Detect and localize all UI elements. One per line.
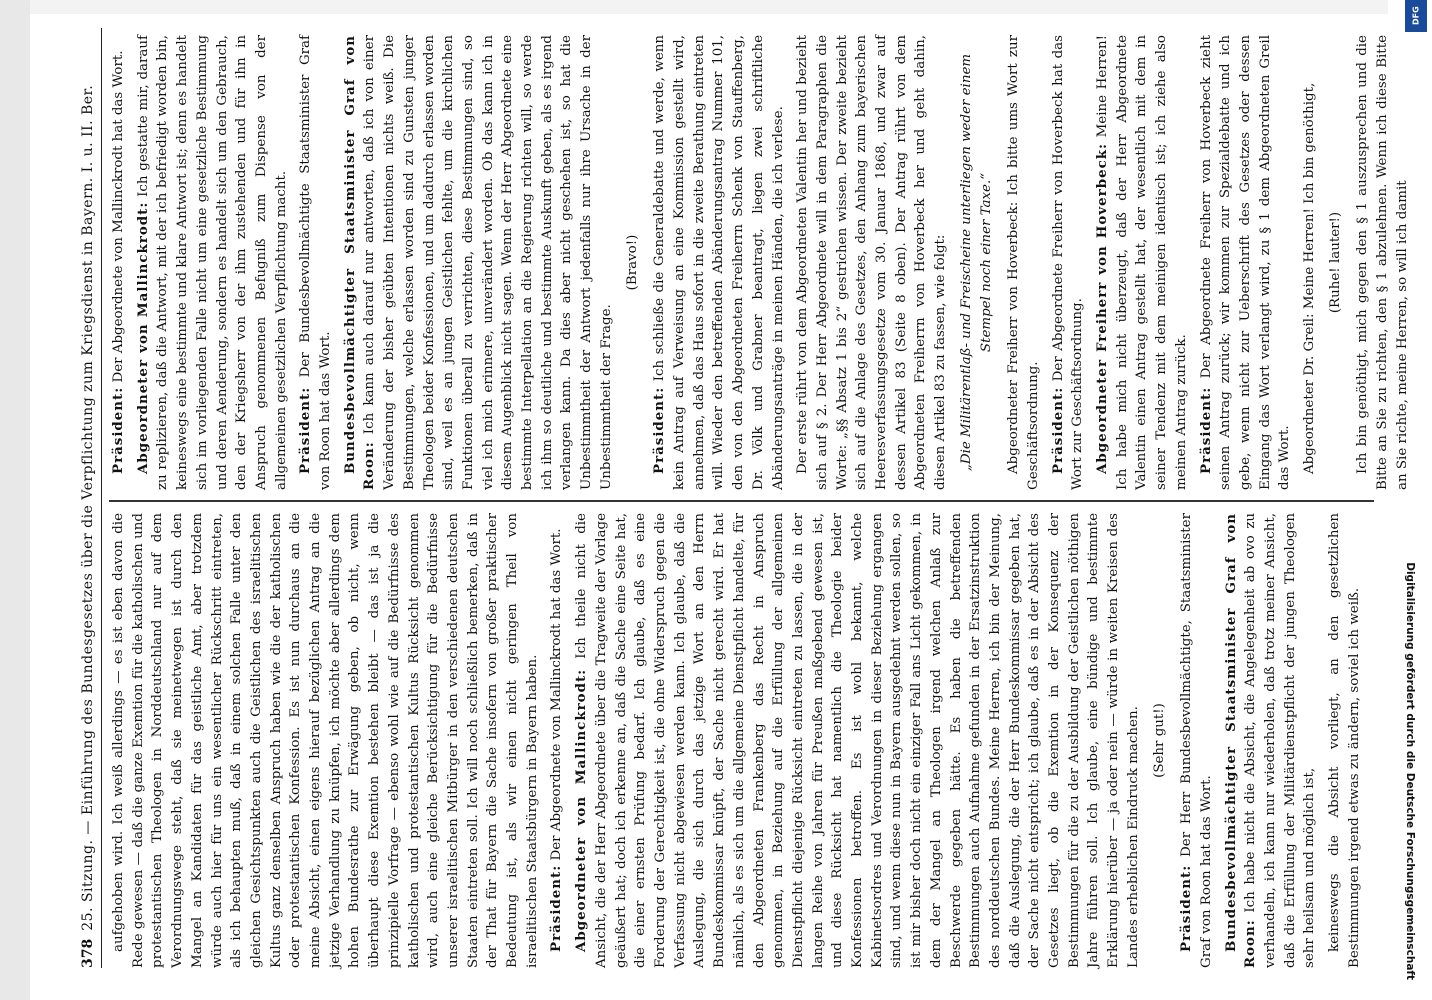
- paragraph: Bundesbevollmächtigter Staatsminister Graf von Roon: Ich habe nicht die Absicht, die Angelegenheit ab ovo zu verhandeln, ich kann nur wiederholen, daß trotz meiner Ansicht, daß die Erfüllung der Militärdienstpflicht der jungen Theologen sehr heilsam und möglich ist,: [1222, 513, 1318, 968]
- speaker-label: Präsident:: [297, 386, 314, 474]
- paragraph: Präsident: Der Abgeordnete Freiherr von Hoverbeck zieht seinen Antrag zurück; wir kommen zur Spezialdebatte und ich gebe, wenn nicht zur Ueberschrift des Gesetzes oder dessen Eingang das Wort verlangt wird, zu § 1 dem Abgeordneten Greil das Wort.: [1197, 35, 1293, 490]
- speaker-label: Abgeordneter Freiherr von Hoverbeck:: [1094, 143, 1111, 474]
- paragraph: Ich bin genöthigt, mich gegen den § 1 auszusprechen und die Bitte an Sie zu richten, den § 1 abzulehnen. Wenn ich diese Bitte an Sie richte, meine Herren, so will ich damit: [1355, 35, 1410, 490]
- paragraph: Bundesbevollmächtigter Staatsminister Graf von Roon: Ich kann auch darauf nur antworten, daß ich von einer Veränderung der bisher geübten Intentionen nichts weiß. Die Bestimmungen, welche erlassen worden sind zu Gunsten junger Theologen beider Konfessionen, und um dadurch erlassen worden sind, weil es an jungen Geistlichen fehlte, um die kirchlichen Funktionen überall zu verrichten, diese Bestimmungen sind, so viel ich mich erinnere, unverändert worden. Ob das kann ich in diesem Augenblick nicht sagen. Wenn der Herr Abgeordnete eine bestimmte Interpellation an die Regierung richten will, so werde ich ihm so deutliche und bestimmte Auskunft geben, als es irgend verlangen kann. Da dies aber nicht geschehen ist, so hat die Unbestimmtheit der Antwort jedenfalls nur ihre Ursache in der Unbestimmtheit der Frage.: [341, 35, 614, 490]
- speaker-label: Präsident:: [110, 386, 126, 474]
- paragraph: Präsident: Der Abgeordnete von Mallinckrodt hat das Wort.: [548, 528, 565, 952]
- speaker-label: Präsident:: [1049, 386, 1066, 474]
- paragraph: Abgeordneter von Mallinckrodt: Ich theile nicht die Ansicht, die der Herr Abgeordnete über die Tragweite der Vorlage geäußert hat; doch ich erkenne an, daß die Sache eine Seite hat, die einer ernsten Prüfung bedarf. Ich glaube, daß es eine Forderung der Gerechtigkeit ist, die ohne Widerspruch gegen die Verfassung nicht abgewiesen werden kann. Ich glaube, daß die Auslegung, die sich durch das jetzige Wort an den Herrn Bundeskommissar knüpft, der Sache nicht gerecht wird. Er hat nämlich, als es sich um die allgemeine Dienstpflicht handelte, für den Abgeordneten Frankenberg das Recht in Anspruch genommen, in Beziehung auf die Erfüllung der allgemeinen Dienstpflicht diejenige Rücksicht eintreten zu lassen, die in der langen Reihe von Jahren für Preußen maßgebend gewesen ist, und diese Rücksicht hat namentlich die Theologie beider Konfessionen betroffen. Es ist wohl bekannt, welche Kabinetsordres und Verordnungen in dieser Beziehung ergangen sind, und wenn diese nun in Bayern ausgedehnt werden sollen, so ist mir bisher doch nicht ein einziger Fall ans Licht gekommen, in dem der Mangel an Theologen irgend welchen Anlaß zur Beschwerde gegeben hätte. Es haben die betreffenden Bestimmungen auch Aufnahme gefunden in der Ersatzinstruktion des norddeutschen Bundes. Meine Herren, ich bin der Meinung, daß die Auslegung, die der Herr Bundeskommissar gegeben hat, der Sache nicht entspricht; ich glaube, daß es in der Absicht des Gesetzes liegt, ob die Exemtion in der Konsequenz der Bestimmungen für die zu der Ausbildung der Geistlichen nöthigen Jahre führen soll. Ich glaube, eine bündige und bestimmte Erklärung hierüber — ja oder nein — würde in weiten Kreisen des Landes erheblichen Eindruck machen.: [573, 513, 1141, 968]
- digitization-footer: [1400, 40, 1420, 980]
- left-column: [109, 513, 1379, 968]
- speaker-label: Präsident:: [1197, 386, 1214, 474]
- speaker-label: Präsident:: [1178, 864, 1195, 952]
- speaker-label: Abgeordneter: [1006, 379, 1022, 474]
- paragraph: Präsident: Der Abgeordnete von Mallinckrodt hat das Wort.: [110, 50, 126, 474]
- paragraph: Abgeordneter Freiherr von Hoverbeck: Ich bitte ums Wort zur Geschäftsordnung.: [1006, 35, 1041, 490]
- document-page: [75, 28, 1410, 968]
- right-column: [109, 35, 1410, 490]
- running-header: [75, 28, 102, 968]
- applause-note: (Bravo!): [624, 234, 640, 291]
- speaker-label: Abgeordneter von Mallinckrodt:: [134, 201, 151, 474]
- applause-note: (Ruhe! lauter!): [1327, 211, 1343, 314]
- dfg-logo-badge: DFG: [1405, 0, 1427, 32]
- column-divider: [109, 501, 1374, 503]
- speaker-label: Präsident:: [651, 386, 668, 474]
- speaker-label: Abgeordneter Dr. Greil:: [1302, 313, 1318, 474]
- paragraph: Präsident: Ich schließe die Generaldebatte und werde, wenn kein Antrag auf Verweisung an eine Kommission gestellt wird, annehmen, daß das Haus sofort in die zweite Berathung eintreten will. Wieder den betreffenden Abänderungsantrag Nummer 101, den von den Abgeordneten Freiherrn Schenk von Stauffenberg, Dr. Völk und Grabner beantragt, liegen zwei schriftliche Abänderungsanträge in meinen Händen, die ich verlese.: [651, 35, 786, 490]
- page-number: 378: [80, 938, 96, 968]
- digitization-note: Digitalisierung gefördert durch die Deutsche Forschungsgemeinschaft: [1404, 562, 1416, 980]
- paragraph: Präsident: Der Herr Bundesbevollmächtigte, Staatsminister Graf von Roon hat das Wort.: [1178, 513, 1214, 968]
- speaker-label: Bundesbevollmächtigter Staatsminister Graf von Roon:: [341, 35, 378, 490]
- speaker-label: Präsident:: [548, 864, 565, 952]
- paragraph: aufgehoben wird. Ich weiß allerdings — es ist eben davon die Rede gewesen — daß die ganze Exemtion für die katholischen und protestantischen Theologen in Norddeutschland nur auf dem Verordnungswege steht, daß sie meinetwegen ist durch den Mangel an Kandidaten für das geistliche Amt, aber trotzdem würde auch hier für uns ein wesentlicher Rückschritt eintreten, als ich behaupten muß, daß in einem solchen Falle unter den gleichen Gesichtspunkten auch die Geistlichen des israelitischen Kultus ganz denselben Anspruch haben wie die der katholischen oder protestantischen Konfession. Es ist nun durchaus an die meine Absicht, einen eigens hierauf bezüglichen Antrag an die jetzige Verhandlung zu knüpfen, ich möchte aber allerdings dem hohen Bundesrathe zur Erwägung geben, ob nicht, wenn überhaupt diese Exemtion bestehen bleibt — das ist ja die prinzipielle Vorfrage — ebenso wohl wie auf die Bedürfnisse des katholischen und protestantischen Kultus Rücksicht genommen wird, auch eine gleiche Berücksichtigung für die Bedürfnisse unserer israelitischen Mitbürger in den verschiedenen deutschen Staaten eintreten soll. Ich will noch schließlich bemerken, daß in der That für Bayern die Sache insofern von großer praktischer Bedeutung ist, als wir einen nicht geringen Theil von israelitischen Staatsbürgern in Bayern haben.: [111, 513, 540, 968]
- paragraph: keineswegs die Absicht vorliegt, an den gesetzlichen Bestimmungen irgend etwas zu ändern, soviel ich weiß.: [1327, 513, 1362, 968]
- applause-note: (Sehr gut!): [1151, 703, 1167, 778]
- scan-border-top: [0, 0, 1432, 14]
- paragraph: Abgeordneter Dr. Greil: Meine Herren! Ich bin genöthigt,: [1302, 82, 1318, 474]
- scan-border-left: [0, 0, 30, 1000]
- speaker-label: Abgeordneter von Mallinckrodt:: [573, 668, 590, 952]
- paragraph: Abgeordneter von Mallinckrodt: Ich gestatte mir, darauf zu replizieren, daß die Antwort, mit der ich befriedigt worden bin, keineswegs eine bestimmte und klare Antwort ist; denn es handelt sich im vorliegenden Falle nicht um eine gesetzliche Bestimmung und deren Aenderung, sondern es handelt sich um den Gebrauch, den der Kriegsherr von der ihm zustehenden und für ihn in Anspruch genommenen Befugniß zum Dispense von der allgemeinen gesetzlichen Verpflichtung macht.: [134, 35, 289, 490]
- quoted-amendment: „Die Militärentlaß- und Freischeine unterliegen weder einem Stempel noch einer Taxe.“: [958, 53, 994, 472]
- paragraph: Der erste rührt von dem Abgeordneten Valentin her und bezieht sich auf § 2. Der Herr Abgeordnete will in dem Paragraphen die Worte: „§§ Absatz 1 bis 2“ gestrichen wissen. Der zweite bezieht sich auf die Anlage des Gesetzes, den Anhang zum bayerischen Heeresverfassungsgesetze vom 30. Januar 1868, und zwar auf dessen Artikel 83 (Seite 8 oben). Der Antrag rührt von dem Abgeordneten Freiherrn von Hoverbeck her und geht dahin, diesen Artikel 83 zu fassen, wie folgt:: [795, 35, 949, 490]
- speaker-label: Bundesbevollmächtigter Staatsminister Graf von Roon:: [1222, 513, 1259, 968]
- paragraph: Präsident: Der Abgeordnete Freiherr von Hoverbeck hat das Wort zur Geschäftsordnung.: [1049, 35, 1086, 490]
- paragraph: Abgeordneter Freiherr von Hoverbeck: Meine Herren! Ich habe mich nicht überzeugt, daß der Herr Abgeordnete Valentin einen Antrag gestellt hat, der wesentlich mit dem in seiner Tendenz mit dem meinigen identisch ist; ich ziehe also meinen Antrag zurück.: [1094, 35, 1189, 490]
- paragraph: Präsident: Der Bundesbevollmächtigte Staatsminister Graf von Roon hat das Wort.: [297, 35, 334, 490]
- page-title: 25. Sitzung. — Einführung des Bundesgesetzes über die Verpflichtung zum Kriegsdienst in Bayern. I. u. II. Ber.: [80, 84, 96, 931]
